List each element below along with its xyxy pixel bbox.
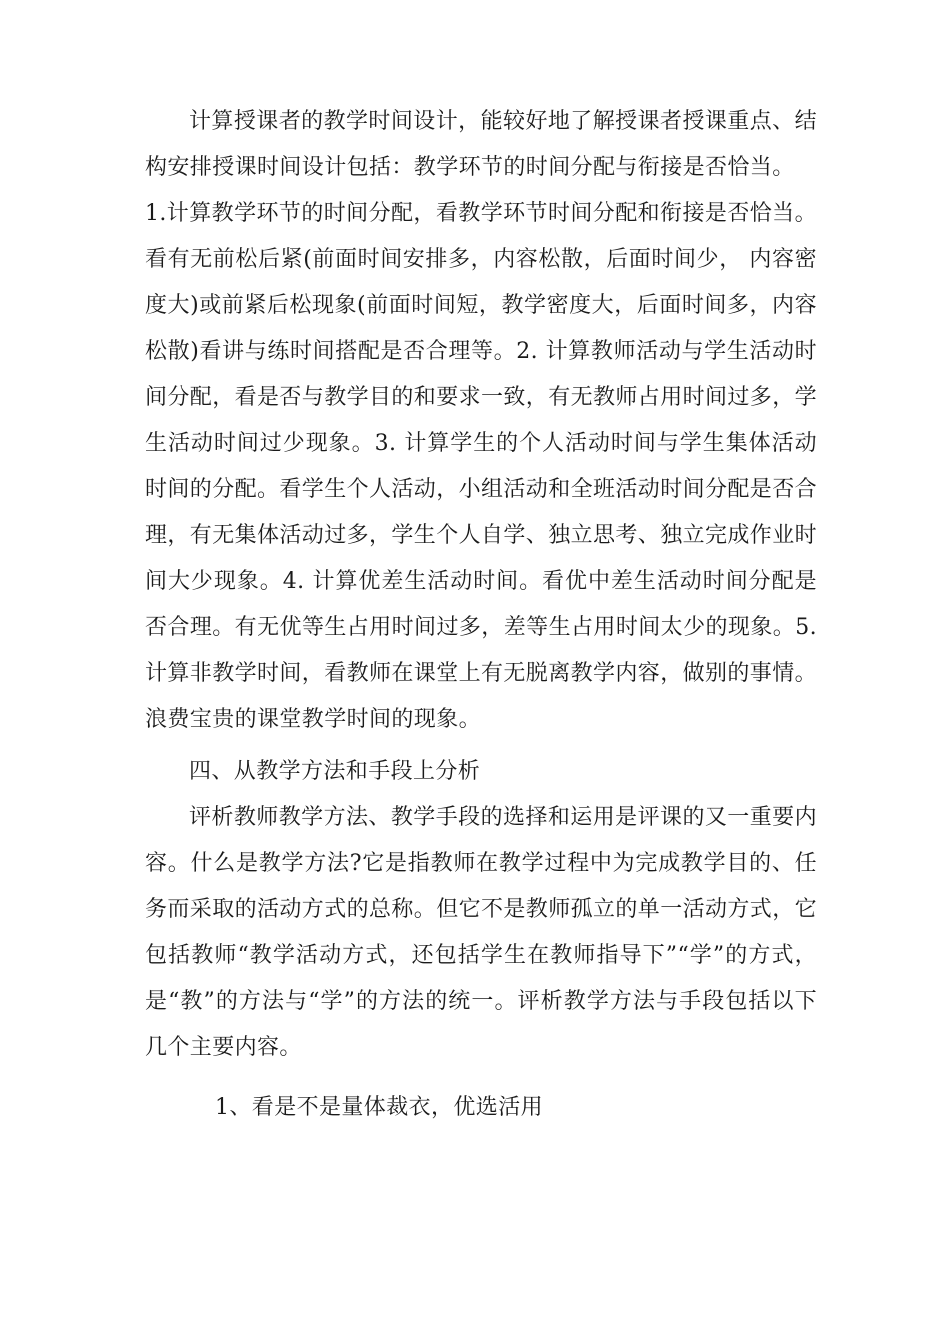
paragraph-time-design-intro: 计算授课者的教学时间设计，能较好地了解授课者授课重点、结构安排授课时间设计包括：教学环节的时间分配与衔接是否恰当。 bbox=[145, 109, 817, 180]
subheading-tailored-methods: 1、看是不是量体裁衣，优选活用 bbox=[215, 1095, 543, 1120]
paragraph-time-allocation-points: 1.计算教学环节的时间分配，看教学环节时间分配和衔接是否恰当。看有无前松后紧(前面时间安排多，内容松散，后面时间少， 内容密度大)或前紧后松现象(前面时间短，教学密度大，后面时间多，内容松散)看讲与练时间搭配是否合理等。2. 计算教师活动与学生活动时间分配，看是否与教学目的和要求一致，有无教师占用时间过多，学生活动时间过少现象。3. 计算学生的个人活动时间与学生集体活动时间的分配。看学生个人活动，小组活动和全班活动时间分配是否合理，有无集体活动过多，学生个人自学、独立思考、独立完成作业时间大少现象。4. 计算优差生活动时间。看优中差生活动时间分配是否合理。有无优等生占用时间过多，差等生占用时间太少的现象。5.计算非教学时间，看教师在课堂上有无脱离教学内容，做别的事情。浪费宝贵的课堂教学时间的现象。 bbox=[145, 201, 818, 732]
section-heading-methods: 四、从教学方法和手段上分析 bbox=[189, 759, 481, 784]
paragraph-methods-intro: 评析教师教学方法、教学手段的选择和运用是评课的又一重要内容。什么是教学方法?它是指教师在教学过程中为完成教学目的、任务而采取的活动方式的总称。但它不是教师孤立的单一活动方式，它包括教师“教学活动方式，还包括学生在教师指导下”“学”的方式，是“教”的方法与“学”的方法的统一。评析教学方法与手段包括以下几个主要内容。 bbox=[145, 805, 818, 1060]
document-body bbox=[145, 99, 817, 1131]
